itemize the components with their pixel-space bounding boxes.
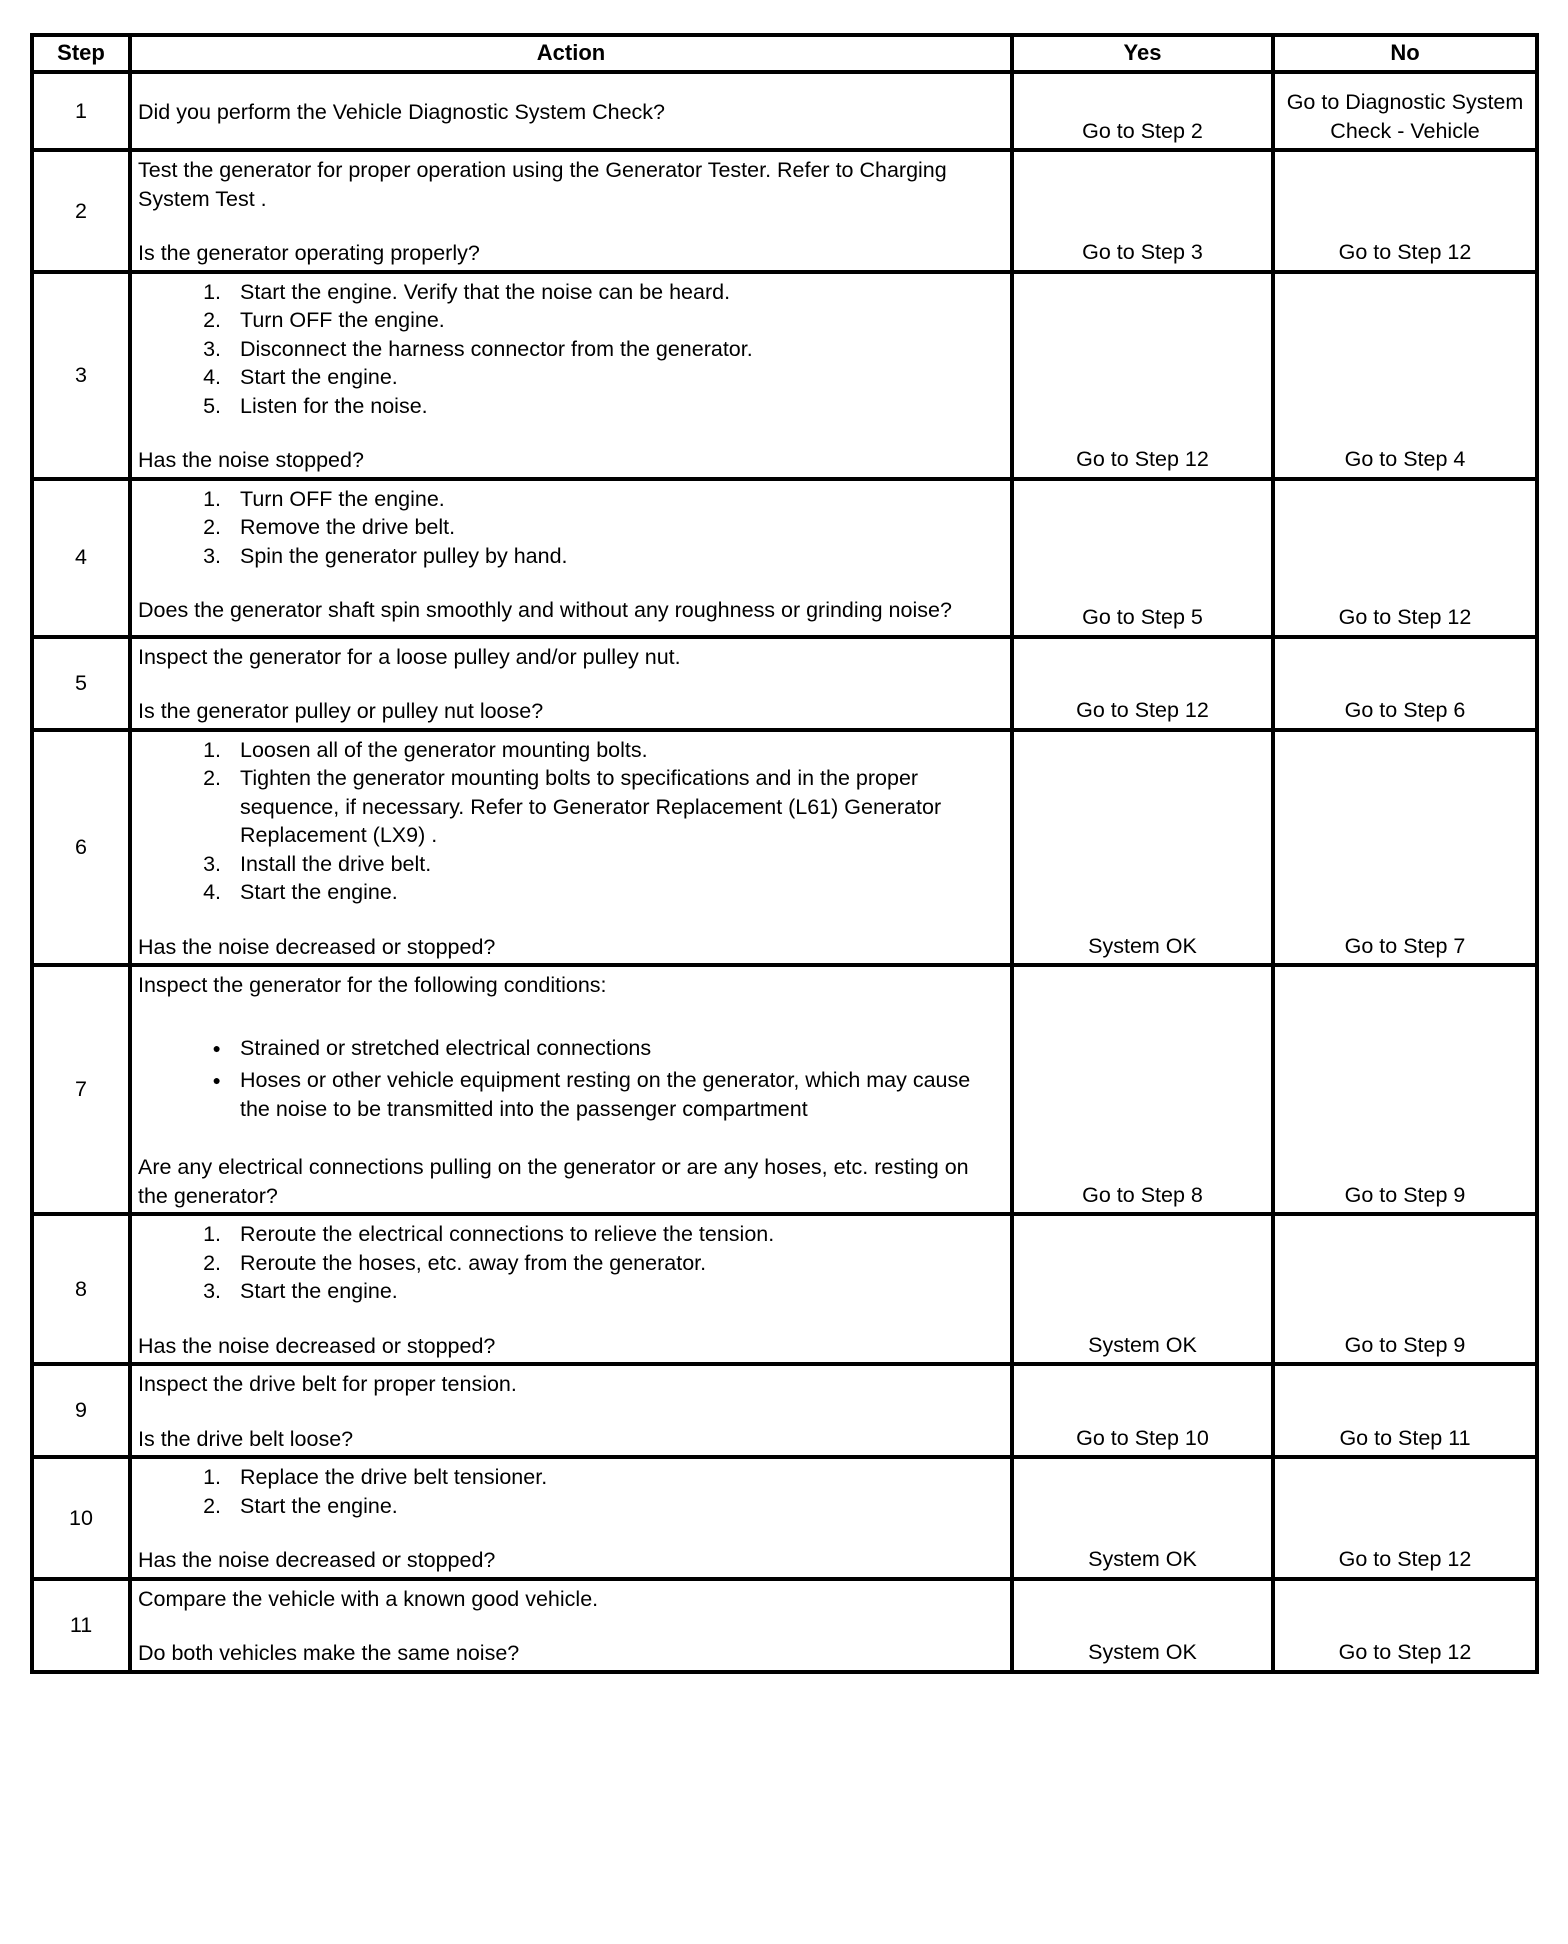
bullet-icon: ● [212, 1072, 221, 1088]
action-question: Did you perform the Vehicle Diagnostic System Check? [138, 99, 665, 124]
step-index: 1. [203, 737, 221, 762]
step-text: Disconnect the harness connector from the generator. [240, 336, 753, 361]
bullet-icon: ● [212, 1039, 221, 1056]
diagnostic-table [30, 33, 1539, 1674]
step-number: 3 [32, 272, 130, 479]
action-question: Is the generator pulley or pulley nut loose? [138, 699, 544, 723]
numbered-step [138, 1463, 1004, 1492]
step-text: Start the engine. [240, 1493, 398, 1518]
step-number: 8 [32, 1214, 130, 1364]
header-row [32, 35, 1537, 72]
step-text: Loosen all of the generator mounting bolts. [240, 737, 648, 762]
numbered-step [138, 513, 1004, 542]
numbered-step [138, 335, 1004, 364]
action-question: Has the noise stopped? [138, 448, 364, 472]
step-index: 3. [203, 1279, 221, 1303]
action-cell [130, 479, 1012, 637]
yes-outcome: System OK [1012, 1579, 1273, 1672]
numbered-step [138, 485, 1004, 514]
step-number: 6 [32, 730, 130, 966]
numbered-steps [138, 278, 1004, 421]
step-index: 2. [203, 308, 221, 332]
no-outcome: Go to Step 11 [1273, 1364, 1537, 1457]
step-index: 1. [203, 1222, 221, 1246]
numbered-steps [138, 485, 1004, 571]
step-index: 1. [203, 1465, 221, 1489]
step-text: Turn OFF the engine. [240, 308, 445, 332]
action-cell [130, 730, 1012, 966]
action-cell [130, 272, 1012, 479]
table-row [32, 1457, 1537, 1579]
yes-outcome: Go to Step 12 [1012, 272, 1273, 479]
step-text: Start the engine. Verify that the noise can be heard. [240, 279, 731, 304]
action-question: Has the noise decreased or stopped? [138, 1548, 496, 1572]
yes-outcome: System OK [1012, 1214, 1273, 1364]
step-index: 2. [203, 1493, 221, 1518]
step-index: 1. [203, 279, 221, 304]
action-cell [130, 1364, 1012, 1457]
diagnostic-table-container [30, 33, 1535, 1674]
numbered-steps [138, 1463, 1004, 1520]
no-outcome: Go to Step 12 [1273, 150, 1537, 272]
header-yes: Yes [1012, 35, 1273, 72]
numbered-step [138, 1492, 1004, 1521]
yes-outcome: Go to Step 10 [1012, 1364, 1273, 1457]
numbered-step [138, 1220, 1004, 1249]
step-text: Reroute the hoses, etc. away from the generator. [240, 1250, 707, 1275]
numbered-step [138, 363, 1004, 392]
no-outcome: Go to Step 9 [1273, 1214, 1537, 1364]
step-text: Start the engine. [240, 1279, 398, 1303]
header-step: Step [32, 35, 130, 72]
table-row [32, 150, 1537, 272]
yes-outcome: System OK [1012, 1457, 1273, 1579]
bullet-list [138, 1034, 1004, 1124]
step-text: Remove the drive belt. [240, 515, 456, 539]
numbered-step [138, 306, 1004, 335]
action-instruction: Inspect the generator for the following conditions: [138, 973, 607, 997]
step-number: 1 [32, 72, 130, 150]
yes-outcome: Go to Step 12 [1012, 637, 1273, 730]
step-text: Replace the drive belt tensioner. [240, 1465, 548, 1489]
step-number: 7 [32, 965, 130, 1214]
header-no: No [1273, 35, 1537, 72]
action-instruction: Compare the vehicle with a known good vehicle. [138, 1586, 599, 1611]
step-number: 2 [32, 150, 130, 272]
bullet-item [138, 1066, 1004, 1123]
no-outcome: Go to Step 4 [1273, 272, 1537, 479]
numbered-step [138, 850, 1004, 879]
table-row [32, 637, 1537, 730]
header-action: Action [130, 35, 1012, 72]
bullet-text: Strained or stretched electrical connections [240, 1035, 652, 1060]
numbered-step [138, 764, 1004, 850]
action-cell [130, 1579, 1012, 1672]
action-question: Do both vehicles make the same noise? [138, 1641, 520, 1665]
action-cell [130, 637, 1012, 730]
numbered-step [138, 392, 1004, 421]
no-outcome: Go to Diagnostic System Check - Vehicle [1273, 72, 1537, 150]
step-text: Start the engine. [240, 880, 398, 904]
action-cell [130, 965, 1012, 1214]
numbered-steps [138, 1220, 1004, 1306]
no-outcome: Go to Step 12 [1273, 479, 1537, 637]
action-instruction: Inspect the drive belt for proper tension. [138, 1372, 517, 1396]
step-index: 3. [203, 851, 221, 876]
action-question: Has the noise decreased or stopped? [138, 1333, 496, 1358]
table-row [32, 72, 1537, 150]
action-question: Is the drive belt loose? [138, 1426, 354, 1451]
action-instruction: Test the generator for proper operation using the Generator Tester. Refer to Charging System Test . [138, 158, 947, 211]
step-text: Listen for the noise. [240, 393, 428, 418]
step-text: Reroute the electrical connections to relieve the tension. [240, 1222, 775, 1246]
step-number: 4 [32, 479, 130, 637]
yes-outcome: Go to Step 5 [1012, 479, 1273, 637]
numbered-step [138, 1249, 1004, 1278]
numbered-step [138, 736, 1004, 765]
no-outcome: Go to Step 7 [1273, 730, 1537, 966]
bullet-text: Hoses or other vehicle equipment resting on the generator, which may cause the noise to be transmitted into the passenger compartment [240, 1068, 971, 1121]
step-number: 9 [32, 1364, 130, 1457]
step-number: 11 [32, 1579, 130, 1672]
table-row [32, 479, 1537, 637]
yes-outcome: Go to Step 3 [1012, 150, 1273, 272]
step-number: 10 [32, 1457, 130, 1579]
step-index: 4. [203, 880, 221, 904]
action-cell [130, 150, 1012, 272]
table-row [32, 965, 1537, 1214]
numbered-steps [138, 736, 1004, 907]
action-question: Has the noise decreased or stopped? [138, 934, 496, 959]
step-text: Spin the generator pulley by hand. [240, 543, 568, 568]
yes-outcome: System OK [1012, 730, 1273, 966]
table-row [32, 730, 1537, 966]
step-index: 2. [203, 766, 221, 790]
step-number: 5 [32, 637, 130, 730]
step-index: 4. [203, 365, 221, 389]
step-index: 3. [203, 336, 221, 361]
numbered-step [138, 278, 1004, 307]
table-row [32, 1579, 1537, 1672]
action-question: Does the generator shaft spin smoothly and without any roughness or grinding noise? [138, 598, 952, 622]
step-text: Turn OFF the engine. [240, 486, 445, 511]
action-question: Is the generator operating properly? [138, 241, 480, 265]
step-index: 3. [203, 543, 221, 568]
step-index: 5. [203, 393, 221, 418]
action-instruction: Inspect the generator for a loose pulley and/or pulley nut. [138, 644, 681, 669]
yes-outcome: Go to Step 2 [1012, 72, 1273, 150]
step-text: Install the drive belt. [240, 851, 432, 876]
step-index: 2. [203, 515, 221, 539]
numbered-step [138, 878, 1004, 907]
numbered-step [138, 1277, 1004, 1306]
action-cell [130, 1214, 1012, 1364]
step-text: Tighten the generator mounting bolts to specifications and in the proper sequence, if necessary. Refer to Generator Replacement (L61) Generator Replacement (LX9) . [240, 766, 942, 847]
step-index: 2. [203, 1250, 221, 1275]
bullet-item [138, 1034, 1004, 1063]
table-row [32, 1214, 1537, 1364]
no-outcome: Go to Step 12 [1273, 1579, 1537, 1672]
action-cell [130, 72, 1012, 150]
table-row [32, 1364, 1537, 1457]
action-cell [130, 1457, 1012, 1579]
no-outcome: Go to Step 12 [1273, 1457, 1537, 1579]
step-index: 1. [203, 486, 221, 511]
step-text: Start the engine. [240, 365, 398, 389]
numbered-step [138, 542, 1004, 571]
no-outcome: Go to Step 9 [1273, 965, 1537, 1214]
yes-outcome: Go to Step 8 [1012, 965, 1273, 1214]
table-row [32, 272, 1537, 479]
action-question: Are any electrical connections pulling on the generator or are any hoses, etc. resting on the generator? [138, 1155, 969, 1208]
no-outcome: Go to Step 6 [1273, 637, 1537, 730]
